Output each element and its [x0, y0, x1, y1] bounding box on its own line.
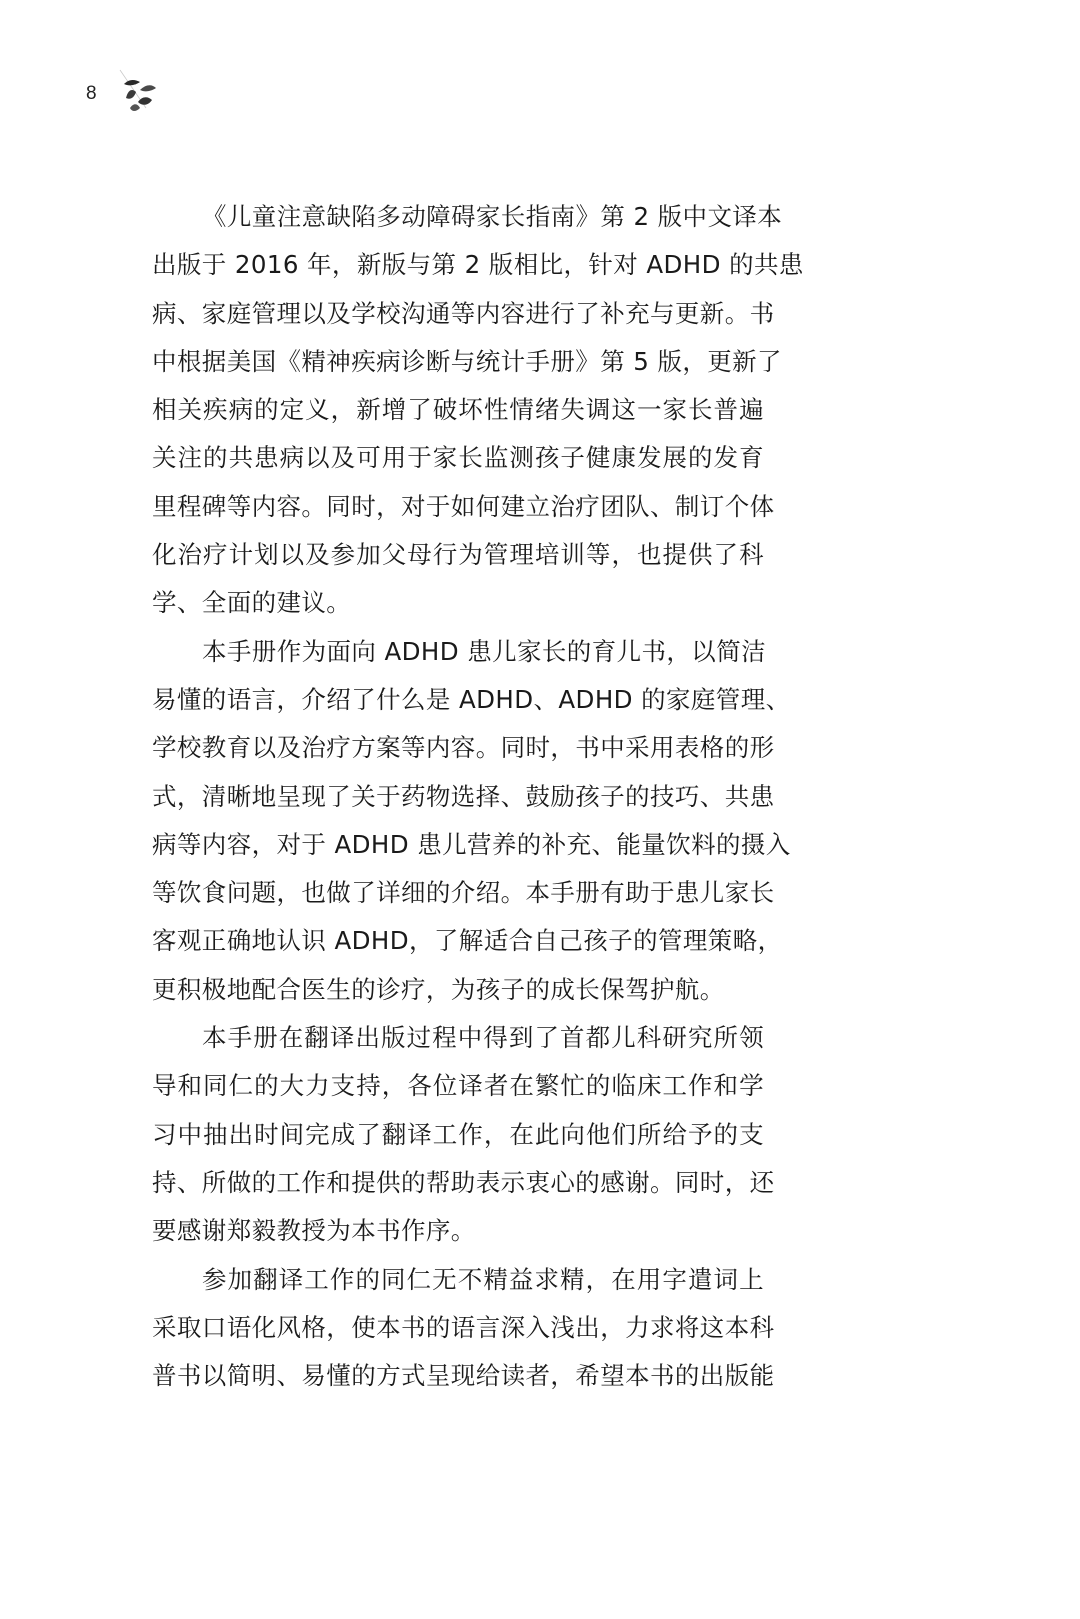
text-line: 学校教育以及治疗方案等内容。同时，书中采用表格的形: [152, 733, 775, 763]
paragraph-2: [152, 628, 791, 1014]
paragraph-1: [152, 193, 804, 628]
text-line: 参加翻译工作的同仁无不精益求精，在用字遣词上: [202, 1264, 764, 1294]
text-line: 学、全面的建议。: [152, 588, 352, 618]
text-line: 持、所做的工作和提供的帮助表示衷心的感谢。同时，还: [152, 1167, 775, 1197]
text-line: 关注的共患病以及可用于家长监测孩子健康发展的发育: [152, 443, 764, 473]
leaf-sprig-icon: [116, 68, 166, 120]
text-line: 本手册在翻译出版过程中得到了首都儿科研究所领: [202, 1023, 764, 1053]
text-line: 更积极地配合医生的诊疗，为孩子的成长保驾护航。: [152, 974, 725, 1004]
text-line: 出版于 2016 年，新版与第 2 版相比，针对 ADHD 的共患: [152, 250, 804, 280]
text-line: 普书以简明、易懂的方式呈现给读者，希望本书的出版能: [152, 1361, 775, 1391]
text-line: 化治疗计划以及参加父母行为管理培训等，也提供了科: [152, 540, 764, 570]
text-line: 中根据美国《精神疾病诊断与统计手册》第 5 版，更新了: [152, 346, 782, 376]
text-line: 客观正确地认识 ADHD，了解适合自己孩子的管理策略，: [152, 926, 783, 956]
text-line: 式，清晰地呈现了关于药物选择、鼓励孩子的技巧、共患: [152, 781, 775, 811]
text-line: 易懂的语言，介绍了什么是 ADHD、ADHD 的家庭管理、: [152, 684, 791, 714]
paragraph-4: [152, 1256, 775, 1401]
text-line: 病、家庭管理以及学校沟通等内容进行了补充与更新。书: [152, 298, 775, 328]
text-line: 习中抽出时间完成了翻译工作，在此向他们所给予的支: [152, 1119, 764, 1149]
text-line: 等饮食问题，也做了详细的介绍。本手册有助于患儿家长: [152, 878, 775, 908]
paragraph-3: [152, 1014, 775, 1255]
text-line: 相关疾病的定义，新增了破坏性情绪失调这一家长普遍: [152, 395, 764, 425]
page-number: 8: [86, 83, 97, 104]
text-line: 病等内容，对于 ADHD 患儿营养的补充、能量饮料的摄入: [152, 829, 791, 859]
text-line: 里程碑等内容。同时，对于如何建立治疗团队、制订个体: [152, 491, 775, 521]
text-line: 要感谢郑毅教授为本书作序。: [152, 1216, 476, 1246]
text-line: 《儿童注意缺陷多动障碍家长指南》第 2 版中文译本: [202, 202, 783, 231]
text-line: 导和同仁的大力支持，各位译者在繁忙的临床工作和学: [152, 1071, 764, 1101]
text-line: 本手册作为面向 ADHD 患儿家长的育儿书，以简洁: [202, 636, 766, 666]
body-text: [152, 193, 804, 1400]
text-line: 采取口语化风格，使本书的语言深入浅出，力求将这本科: [152, 1312, 775, 1342]
